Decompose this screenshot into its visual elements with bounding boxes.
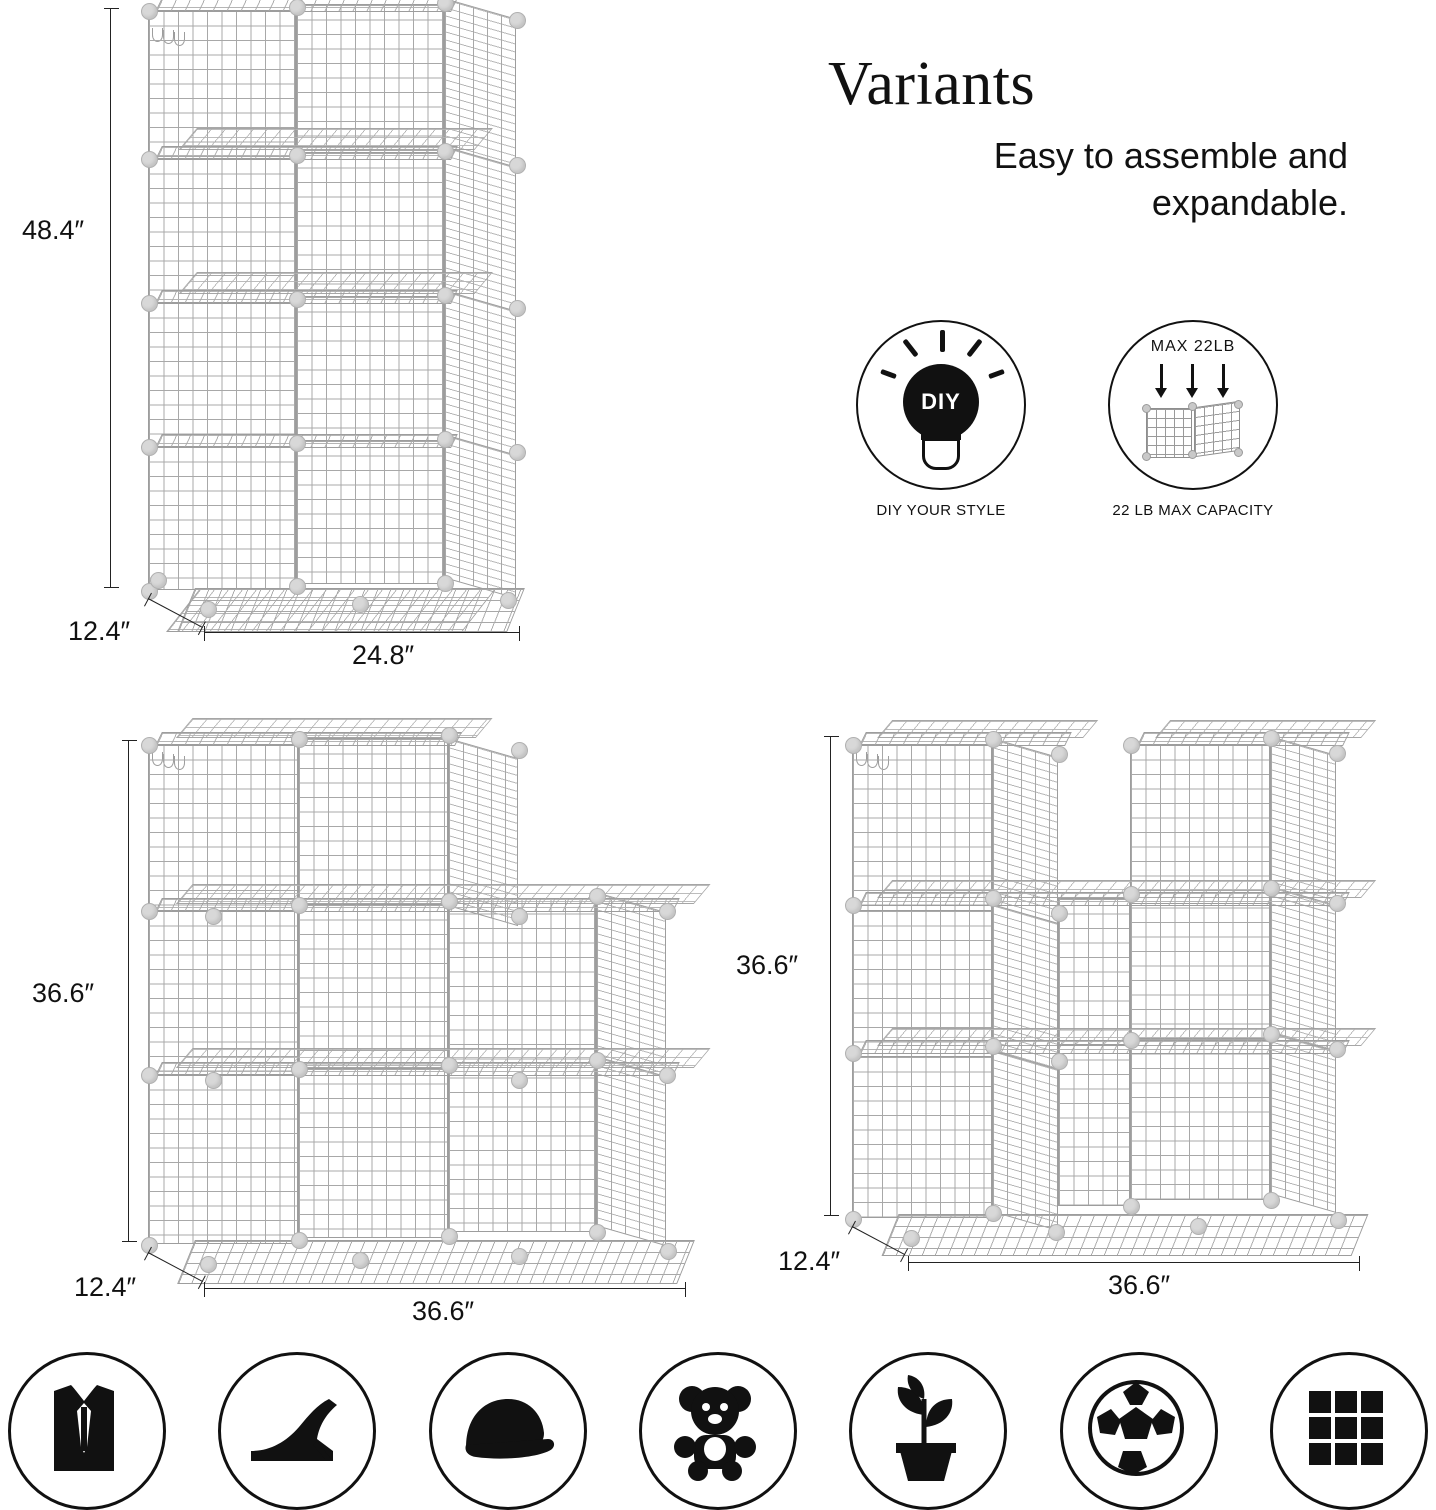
- cube-panel: [852, 1056, 992, 1218]
- usecase-icon-strip: [8, 1352, 1428, 1510]
- base-grid: [177, 588, 525, 632]
- diy-text: DIY: [921, 389, 961, 414]
- dimension-depth: 12.4″: [74, 1272, 137, 1302]
- side-panel: [444, 434, 516, 599]
- badge-diy: [855, 320, 1027, 519]
- cube-panel: [296, 440, 444, 584]
- high-heel-shoe-icon: [218, 1352, 376, 1510]
- dimension-width: 36.6″: [1108, 1270, 1171, 1300]
- grid-cubes-icon: [1270, 1352, 1428, 1510]
- dimension-width: 24.8″: [352, 640, 415, 670]
- shelf-surface: [155, 434, 458, 448]
- dimension-line-width: [908, 1262, 1360, 1263]
- dimension-depth: 12.4″: [68, 616, 131, 646]
- dimension-line-width: [204, 632, 520, 633]
- dimension-width: 36.6″: [412, 1296, 475, 1326]
- teddy-bear-icon: [639, 1352, 797, 1510]
- cube-panel: [298, 738, 448, 906]
- base-grid: [882, 1214, 1369, 1256]
- page-title: Variants: [828, 50, 1036, 118]
- feature-badges: [855, 320, 1279, 519]
- dimension-depth: 12.4″: [778, 1246, 841, 1276]
- dimension-height: 36.6″: [736, 950, 799, 980]
- cube-panel: [148, 1074, 298, 1244]
- side-panel: [596, 1056, 666, 1246]
- cube-panel: [1130, 892, 1270, 1040]
- side-panel: [444, 290, 516, 457]
- badge-capacity: [1107, 320, 1279, 519]
- top-surface: [155, 0, 458, 12]
- cube-panel: [298, 1068, 448, 1238]
- load-capacity-icon: [1108, 320, 1278, 490]
- shirt-and-tie-icon: [8, 1352, 166, 1510]
- badge-diy-caption: DIY YOUR STYLE: [876, 502, 1006, 519]
- side-panel: [992, 1050, 1058, 1231]
- cube-panel: [296, 296, 444, 442]
- side-panel: [1270, 1032, 1336, 1213]
- cube-panel: [1058, 898, 1130, 1046]
- page-subtitle: Easy to assemble and expandable.: [993, 135, 1348, 223]
- dimension-line-height: [128, 740, 129, 1242]
- dimension-line-width: [204, 1288, 686, 1289]
- headline-block: [828, 52, 1408, 227]
- dimension-height: 48.4″: [22, 215, 85, 245]
- cube-panel: [1130, 1038, 1270, 1200]
- base-grid: [177, 1240, 695, 1284]
- dimension-height: 36.6″: [32, 978, 95, 1008]
- dimension-line-height: [830, 736, 831, 1216]
- cube-panel: [148, 446, 296, 590]
- max-load-text: MAX 22LB: [1150, 338, 1236, 355]
- badge-capacity-caption: 22 LB MAX CAPACITY: [1112, 502, 1274, 519]
- cap-icon: [429, 1352, 587, 1510]
- soccer-ball-icon: [1060, 1352, 1218, 1510]
- cube-panel: [1058, 1044, 1130, 1206]
- potted-plant-icon: [849, 1352, 1007, 1510]
- dimension-line-height: [110, 8, 111, 588]
- cube-panel: [148, 302, 296, 448]
- lightbulb-icon: [856, 320, 1026, 490]
- cube-panel: [298, 904, 448, 1070]
